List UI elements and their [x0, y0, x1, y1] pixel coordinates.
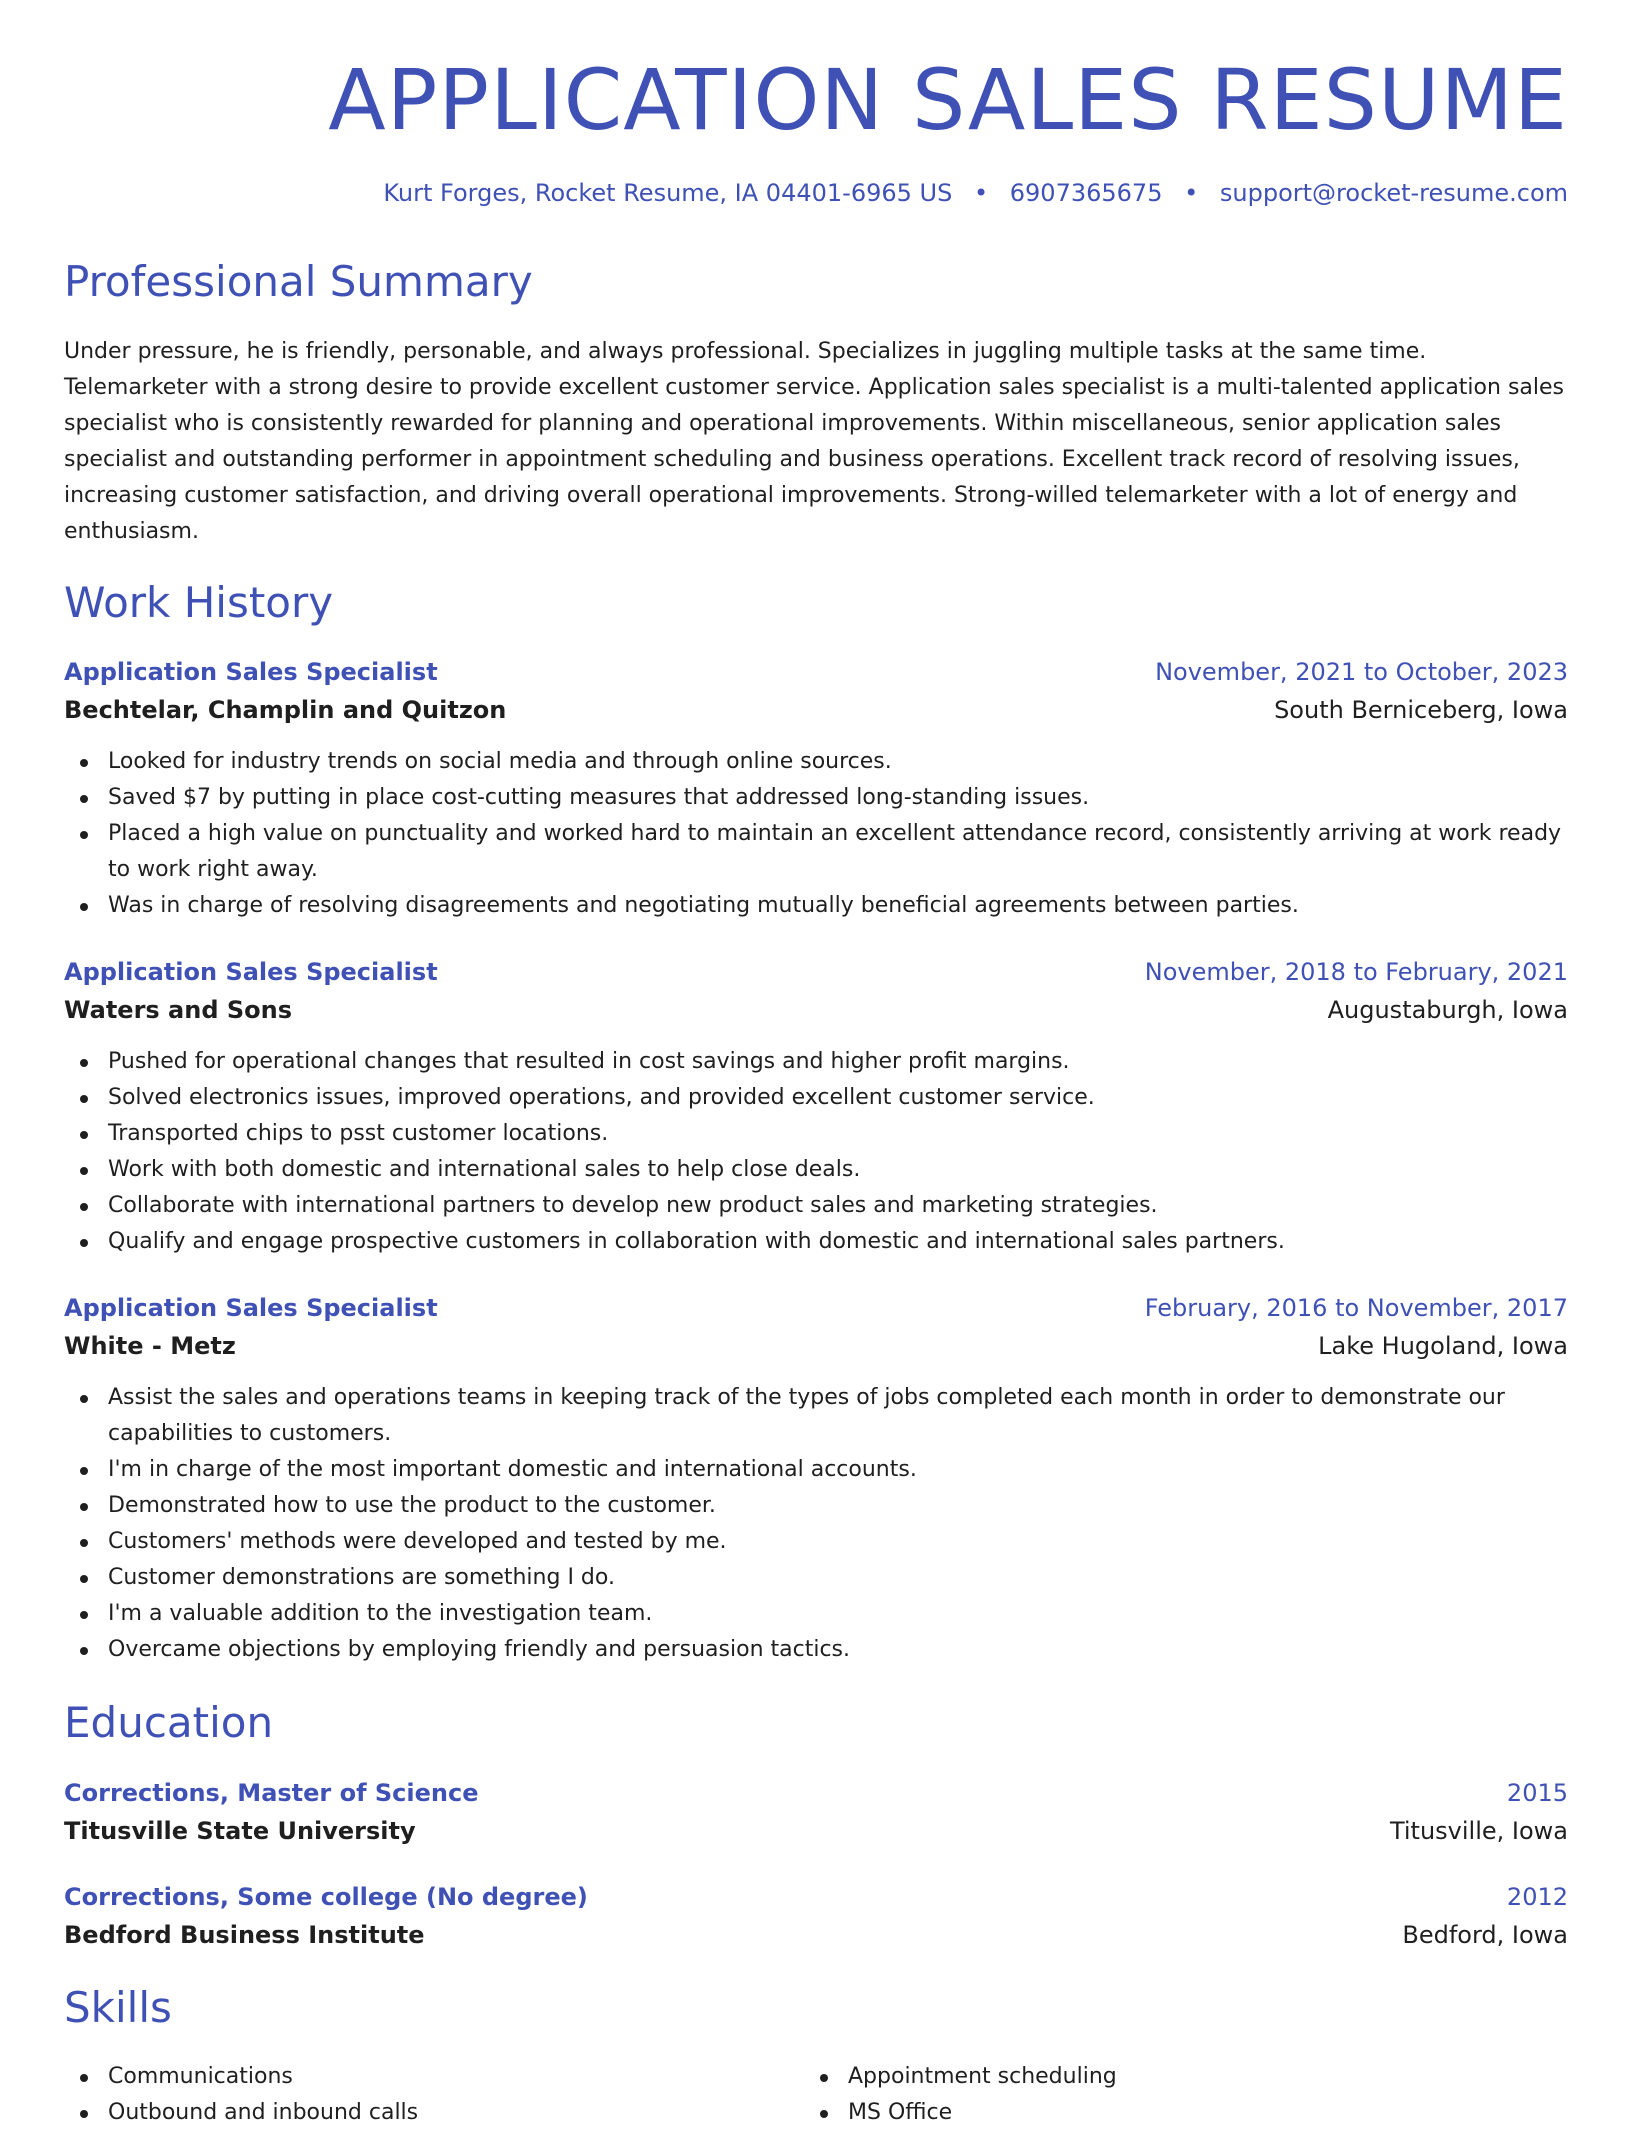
- job-bullets: [64, 744, 1568, 924]
- contact-line: [64, 179, 1568, 208]
- skill-item: Outbound and inbound calls: [64, 2095, 804, 2131]
- skills-column-right: [804, 2059, 1544, 2131]
- section-title: Education: [64, 1698, 274, 1748]
- professional-summary-section: [64, 257, 1568, 549]
- job-bullets: [64, 1380, 1568, 1668]
- education-entry: [64, 1879, 1568, 1955]
- list-item: Assist the sales and operations teams in keeping track of the types of jobs completed each month in order to demonstrate our capabilities to customers.: [64, 1380, 1568, 1452]
- education-location: Titusville, Iowa: [1389, 1816, 1568, 1845]
- list-item: Placed a high value on punctuality and worked hard to maintain an excellent attendance record, consistently arriving at work ready to work right away.: [64, 816, 1568, 888]
- contact-phone: 6907365675: [1009, 178, 1163, 207]
- section-title: Work History: [64, 577, 334, 627]
- job-dates: November, 2018 to February, 2021: [1144, 958, 1568, 987]
- list-item: Work with both domestic and international sales to help close deals.: [64, 1152, 1568, 1188]
- section-title: Professional Summary: [64, 257, 533, 307]
- education-location: Bedford, Iowa: [1402, 1920, 1568, 1949]
- skills-column-left: [64, 2059, 804, 2131]
- list-item: Pushed for operational changes that resulted in cost savings and higher profit margins.: [64, 1044, 1568, 1080]
- education-year: 2015: [1506, 1778, 1568, 1807]
- resume-title: APPLICATION SALES RESUME: [328, 51, 1568, 149]
- skills-section: [64, 1983, 1568, 2131]
- job-company: Bechtelar, Champlin and Quitzon: [64, 696, 507, 725]
- job-dates: February, 2016 to November, 2017: [1144, 1294, 1568, 1323]
- contact-separator: •: [973, 178, 989, 207]
- resume-header: [64, 52, 1568, 207]
- education-entry: [64, 1775, 1568, 1851]
- list-item: I'm in charge of the most important domestic and international accounts.: [64, 1452, 1568, 1488]
- list-item: Overcame objections by employing friendly and persuasion tactics.: [64, 1632, 1568, 1668]
- list-item: Customer demonstrations are something I do.: [64, 1560, 1568, 1596]
- job-role: Application Sales Specialist: [64, 658, 438, 687]
- job-bullets: [64, 1044, 1568, 1260]
- job-entry: [64, 954, 1568, 1260]
- skill-item: Communications: [64, 2059, 804, 2095]
- job-location: Lake Hugoland, Iowa: [1318, 1332, 1568, 1361]
- education-year: 2012: [1506, 1882, 1568, 1911]
- list-item: Collaborate with international partners to develop new product sales and marketing strategies.: [64, 1188, 1568, 1224]
- job-role: Application Sales Specialist: [64, 1294, 438, 1323]
- list-item: Saved $7 by putting in place cost-cutting measures that addressed long-standing issues.: [64, 780, 1568, 816]
- education-degree: Corrections, Some college (No degree): [64, 1882, 588, 1911]
- skill-item: Appointment scheduling: [804, 2059, 1544, 2095]
- contact-separator: •: [1184, 178, 1199, 207]
- list-item: I'm a valuable addition to the investigation team.: [64, 1596, 1568, 1632]
- list-item: Solved electronics issues, improved operations, and provided excellent customer service.: [64, 1080, 1568, 1116]
- list-item: Customers' methods were developed and tested by me.: [64, 1524, 1568, 1560]
- job-location: Augustaburgh, Iowa: [1327, 996, 1568, 1025]
- education-degree: Corrections, Master of Science: [64, 1778, 479, 1807]
- skill-item: MS Office: [804, 2095, 1544, 2131]
- list-item: Transported chips to psst customer locations.: [64, 1116, 1568, 1152]
- job-entry: [64, 654, 1568, 924]
- contact-email: support@rocket-resume.com: [1219, 178, 1568, 207]
- skills-grid: [64, 2059, 1568, 2131]
- section-title: Skills: [64, 1982, 172, 2032]
- skills-list: [804, 2059, 1544, 2131]
- education-school: Titusville State University: [64, 1816, 416, 1845]
- list-item: Was in charge of resolving disagreements and negotiating mutually beneficial agreements between parties.: [64, 888, 1568, 924]
- education-school: Bedford Business Institute: [64, 1920, 425, 1949]
- job-role: Application Sales Specialist: [64, 958, 438, 987]
- job-company: White - Metz: [64, 1332, 236, 1361]
- contact-address: Kurt Forges, Rocket Resume, IA 04401-6965 US: [383, 178, 953, 207]
- list-item: Qualify and engage prospective customers in collaboration with domestic and international sales partners.: [64, 1224, 1568, 1260]
- job-location: South Berniceberg, Iowa: [1274, 696, 1568, 725]
- work-history-section: [64, 578, 1568, 1668]
- list-item: Looked for industry trends on social media and through online sources.: [64, 744, 1568, 780]
- job-dates: November, 2021 to October, 2023: [1155, 658, 1568, 687]
- job-entry: [64, 1290, 1568, 1668]
- education-section: [64, 1698, 1568, 1954]
- skills-list: [64, 2059, 804, 2131]
- summary-text: Under pressure, he is friendly, personable, and always professional. Specializes in juggling multiple tasks at the same time. Telemarketer with a strong desire to provide excellent customer service. Application sales specialist is a multi-talented application sales specialist who is consistently rewarded for planning and operational improvements. Within miscellaneous, senior application sales specialist and outstanding performer in appointment scheduling and business operations. Excellent track record of resolving issues, increasing customer satisfaction, and driving overall operational improvements. Strong-willed telemarketer with a lot of energy and enthusiasm.: [64, 338, 1564, 544]
- list-item: Demonstrated how to use the product to the customer.: [64, 1488, 1568, 1524]
- job-company: Waters and Sons: [64, 996, 292, 1025]
